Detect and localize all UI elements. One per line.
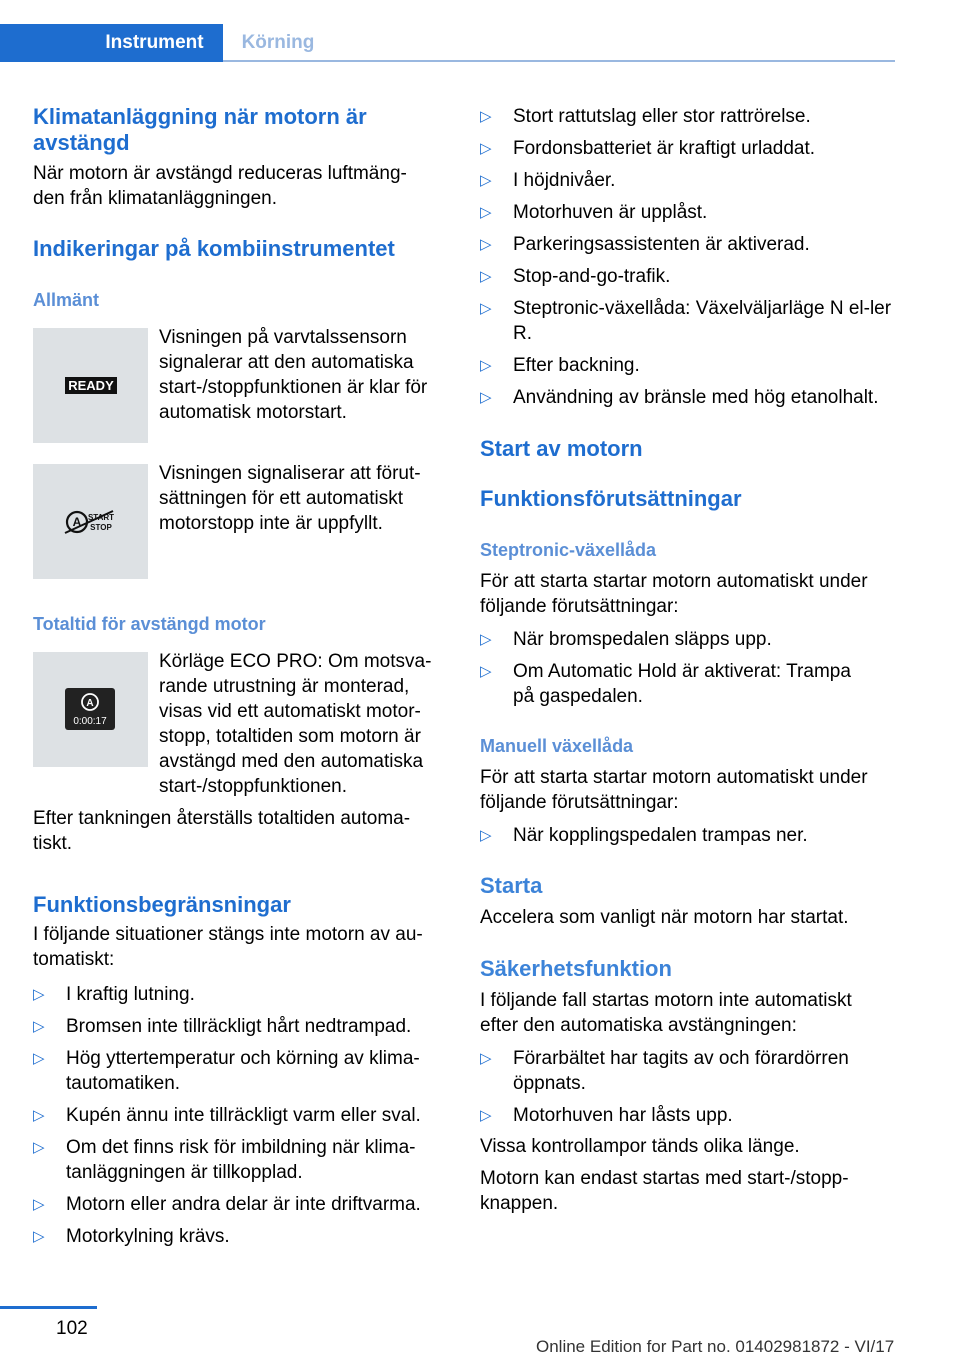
list-item: ▷ Stop-and-go-trafik. [480, 266, 671, 287]
total-text-side [159, 649, 447, 799]
steptronic-intro: För att starta startar motorn automatiskt under följande förutsättningar: [480, 571, 868, 617]
triangle-bullet-icon: ▷ [480, 268, 492, 285]
ready-icon [33, 328, 148, 443]
timer-label: 0:00:17 [73, 716, 107, 727]
total-text-2: Efter tankningen återställs totaltiden automa-tiskt. [33, 808, 411, 854]
list-item: ▷ Motorhuven har låsts upp. [480, 1105, 733, 1126]
safety-text-1: Vissa kontrollampor tänds olika länge. [480, 1136, 800, 1157]
list-item: ▷ Användning av bränsle med hög etanolhalt. [480, 387, 879, 408]
steptronic-list [480, 627, 895, 709]
heading-safety: Säkerhetsfunktion [480, 956, 672, 981]
stop-label: STOP [90, 523, 112, 532]
list-item: ▷ När bromspedalen släpps upp. [480, 629, 772, 650]
ready-text: Visningen på varvtalssensorn signalerar att den automatiska start-/stoppfunktionen är klar för automatisk motorstart. [159, 327, 428, 423]
list-item: ▷ Motorhuven är upplåst. [480, 202, 708, 223]
list-item: ▷ Bromsen inte tillräckligt hårt nedtrampad. [33, 1016, 412, 1037]
list-item: ▷ Fordonsbatteriet är kraftigt urladdat. [480, 138, 816, 159]
heading-steptronic: Steptronic-växellåda [480, 540, 657, 560]
triangle-bullet-icon: ▷ [480, 389, 492, 406]
heading-conditions: Funktionsförutsättningar [480, 486, 742, 511]
list-item: ▷ Hög yttertemperatur och körning av klima-tautomatiken. [33, 1048, 420, 1094]
triangle-bullet-icon: ▷ [33, 1228, 45, 1245]
limits-list [33, 982, 446, 1249]
triangle-bullet-icon: ▷ [33, 1018, 45, 1035]
heading-general: Allmänt [33, 290, 100, 310]
heading-indicators: Indikeringar på kombiinstrumentet [33, 236, 395, 261]
triangle-bullet-icon: ▷ [33, 1050, 45, 1067]
list-item: ▷ Förarbältet har tagits av och förardörren öppnats. [480, 1048, 849, 1094]
tab-instrument[interactable]: Instrument [0, 24, 223, 62]
list-item: ▷ Kupén ännu inte tillräckligt varm eller sval. [33, 1105, 421, 1126]
svg-text:A: A [72, 515, 82, 529]
safety-text-2: Motorn kan endast startas med start-/stopp-knappen. [480, 1168, 849, 1214]
tab-underline [223, 60, 895, 62]
heading-manual: Manuell växellåda [480, 736, 634, 756]
paragraph-climate: När motorn är avstängd reduceras luftmäng-den från klimatanläggningen. [33, 163, 407, 209]
timer-icon [33, 652, 148, 767]
triangle-bullet-icon: ▷ [480, 300, 492, 317]
list-item: ▷ Motorn eller andra delar är inte driftvarma. [33, 1194, 421, 1215]
triangle-bullet-icon: ▷ [480, 140, 492, 157]
list-item: ▷ Steptronic-växellåda: Växelväljarläge N el-ler R. [480, 298, 892, 344]
list-item: ▷ I höjdnivåer. [480, 170, 616, 191]
manual-intro: För att starta startar motorn automatiskt under följande förutsättningar: [480, 767, 868, 813]
heading-start-engine: Start av motorn [480, 436, 643, 461]
triangle-bullet-icon: ▷ [480, 663, 492, 680]
list-item: ▷ Om Automatic Hold är aktiverat: Trampa på gaspedalen. [480, 661, 851, 707]
list-item: ▷ När kopplingspedalen trampas ner. [480, 825, 808, 846]
triangle-bullet-icon: ▷ [33, 986, 45, 1003]
triangle-bullet-icon: ▷ [480, 108, 492, 125]
triangle-bullet-icon: ▷ [480, 827, 492, 844]
list-item: ▷ Parkeringsassistenten är aktiverad. [480, 234, 810, 255]
list-item: ▷ I kraftig lutning. [33, 984, 195, 1005]
go-text: Accelera som vanligt när motorn har startat. [480, 907, 849, 928]
triangle-bullet-icon: ▷ [480, 631, 492, 648]
safety-intro: I följande fall startas motorn inte automatiskt efter den automatiska avstängningen: [480, 990, 852, 1036]
safety-list [480, 1046, 895, 1128]
footer-accent-line [0, 1306, 97, 1309]
triangle-bullet-icon: ▷ [480, 1050, 492, 1067]
triangle-bullet-icon: ▷ [33, 1196, 45, 1213]
heading-limits: Funktionsbegränsningar [33, 892, 291, 917]
triangle-bullet-icon: ▷ [480, 236, 492, 253]
start-label: START [87, 513, 115, 522]
total-text: Körläge ECO PRO: Om motsva-rande utrustning är monterad, visas vid ett automatiskt motor-stopp, totaltiden som motorn är avstängd med den automatiska start-/stoppfunktionen. [159, 651, 432, 797]
stop-text: Visningen signaliserar att förut-sättningen för ett automatiskt motorstopp inte är uppfyllt. [159, 463, 421, 534]
heading-go: Starta [480, 873, 543, 898]
heading-climate: Klimatanläggning när motorn är avstängd [33, 104, 367, 155]
triangle-bullet-icon: ▷ [480, 357, 492, 374]
triangle-bullet-icon: ▷ [480, 204, 492, 221]
heading-total-time: Totaltid för avstängd motor [33, 614, 266, 634]
list-item: ▷ Efter backning. [480, 355, 640, 376]
limits-intro: I följande situationer stängs inte motorn av au-tomatiskt: [33, 924, 423, 970]
page-number: 102 [56, 1318, 88, 1339]
ready-icon-label: READY [68, 378, 114, 393]
limits-list-cont [480, 104, 895, 410]
list-item: ▷ Motorkylning krävs. [33, 1226, 230, 1247]
start-stop-icon [33, 464, 148, 579]
triangle-bullet-icon: ▷ [480, 1107, 492, 1124]
list-item: ▷ Stort rattutslag eller stor rattrörelse. [480, 106, 811, 127]
manual-list [480, 823, 895, 848]
edition-text: Online Edition for Part no. 01402981872 - VI/17 [536, 1337, 895, 1356]
svg-text:A: A [86, 698, 94, 709]
list-item: ▷ Om det finns risk för imbildning när klima-tanläggningen är tillkopplad. [33, 1137, 416, 1183]
triangle-bullet-icon: ▷ [33, 1107, 45, 1124]
triangle-bullet-icon: ▷ [33, 1139, 45, 1156]
header-tabs [0, 24, 895, 62]
tab-korning[interactable]: Körning [241, 32, 315, 53]
triangle-bullet-icon: ▷ [480, 172, 492, 189]
